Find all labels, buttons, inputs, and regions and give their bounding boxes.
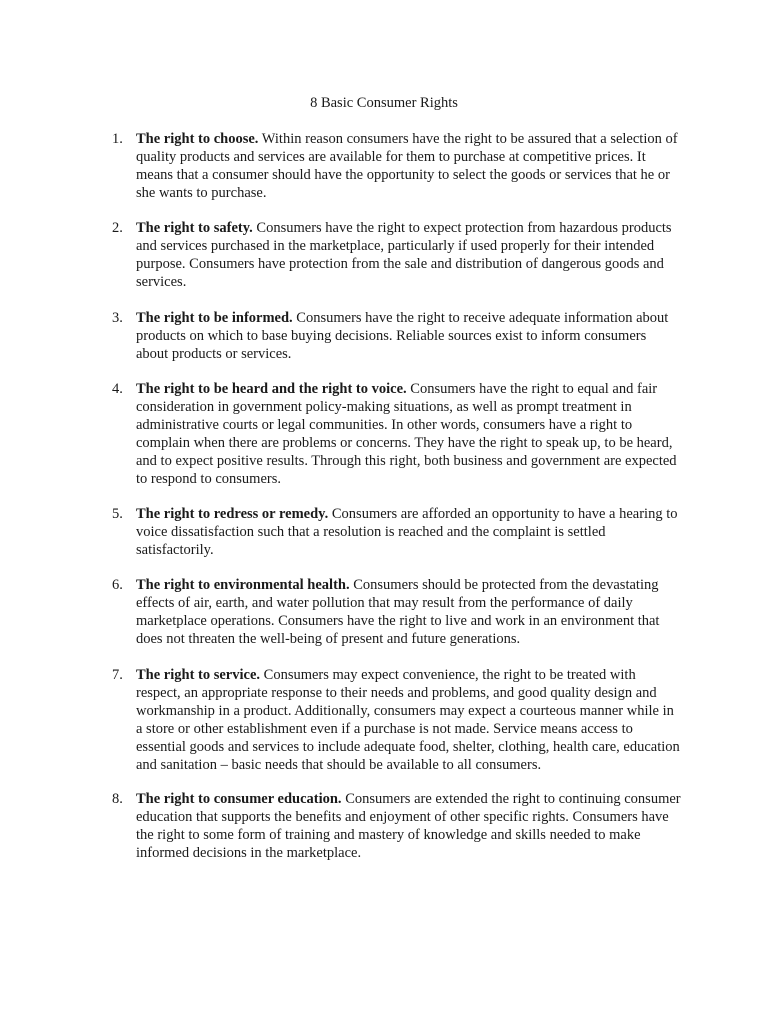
- list-item-text: [136, 380, 681, 488]
- list-item-body: Consumers have the right to expect protection from hazardous products and services purchased in the marketplace, particularly if used properly for their intended purpose. Consumers have protection from the sale and distribution of dangerous goods and services.: [136, 220, 672, 290]
- list-item-number: 6.: [112, 577, 123, 593]
- list-item-body: Within reason consumers have the right to be assured that a selection of quality products and services are available for them to purchase at competitive prices. It means that a consumer should have the opportunity to select the goods or services that he or she wants to purchase.: [136, 131, 678, 201]
- list-item-text: [136, 790, 681, 862]
- list-item-body: Consumers are extended the right to continuing consumer education that supports the benefits and enjoyment of other specific rights. Consumers have the right to some form of training and mastery of knowledge and skills needed to make informed decisions in the marketplace.: [136, 791, 681, 861]
- list-item-text: [136, 130, 681, 202]
- list-item-number: 8.: [112, 791, 123, 807]
- list-item-text: [136, 219, 681, 291]
- list-item-body: Consumers may expect convenience, the right to be treated with respect, an appropriate response to their needs and problems, and good quality design and workmanship in a product. Additionally, consumers may expect a courteous manner while in a store or other establishment even if a purchase is not made. Service means access to essential goods and services to include adequate food, shelter, clothing, health care, education and sanitation – basic needs that should be available to all consumers.: [136, 667, 680, 773]
- list-item-heading: The right to environmental health.: [136, 577, 350, 593]
- list-item-body: Consumers should be protected from the devastating effects of air, earth, and water pollution that may result from the performance of daily marketplace operations. Consumers have the right to live and work in an environment that does not threaten the well-being of present and future generations.: [136, 577, 660, 647]
- list-item-body: Consumers have the right to receive adequate information about products on which to base buying decisions. Reliable sources exist to inform consumers about products or services.: [136, 310, 669, 362]
- list-item-body: Consumers have the right to equal and fair consideration in government policy-making situations, as well as prompt treatment in administrative courts or legal communities. In other words, consumers have a right to complain when there are problems or concerns. They have the right to speak up, to be heard, and to expect positive results. Through this right, both business and government are expected to respond to consumers.: [136, 381, 677, 487]
- list-item-heading: The right to service.: [136, 667, 261, 683]
- list-item-heading: The right to be informed.: [136, 310, 293, 326]
- list-item-heading: The right to be heard and the right to voice.: [136, 381, 407, 397]
- list-item-heading: The right to safety.: [136, 220, 253, 236]
- list-item-number: 2.: [112, 220, 123, 236]
- list-item-heading: The right to redress or remedy.: [136, 506, 329, 522]
- list-item-heading: The right to consumer education.: [136, 791, 342, 807]
- list-item-text: [136, 666, 681, 774]
- list-item-number: 1.: [112, 131, 123, 147]
- list-item-body: Consumers are afforded an opportunity to have a hearing to voice dissatisfaction such that a resolution is reached and the complaint is settled satisfactorily.: [136, 506, 678, 558]
- list-item-number: 7.: [112, 667, 123, 683]
- list-item-number: 4.: [112, 381, 123, 397]
- document-title: 8 Basic Consumer Rights: [310, 95, 458, 111]
- list-item-text: [136, 309, 681, 363]
- list-item-number: 3.: [112, 310, 123, 326]
- list-item-text: [136, 576, 681, 648]
- list-item-heading: The right to choose.: [136, 131, 259, 147]
- list-item-number: 5.: [112, 506, 123, 522]
- list-item-text: [136, 505, 681, 559]
